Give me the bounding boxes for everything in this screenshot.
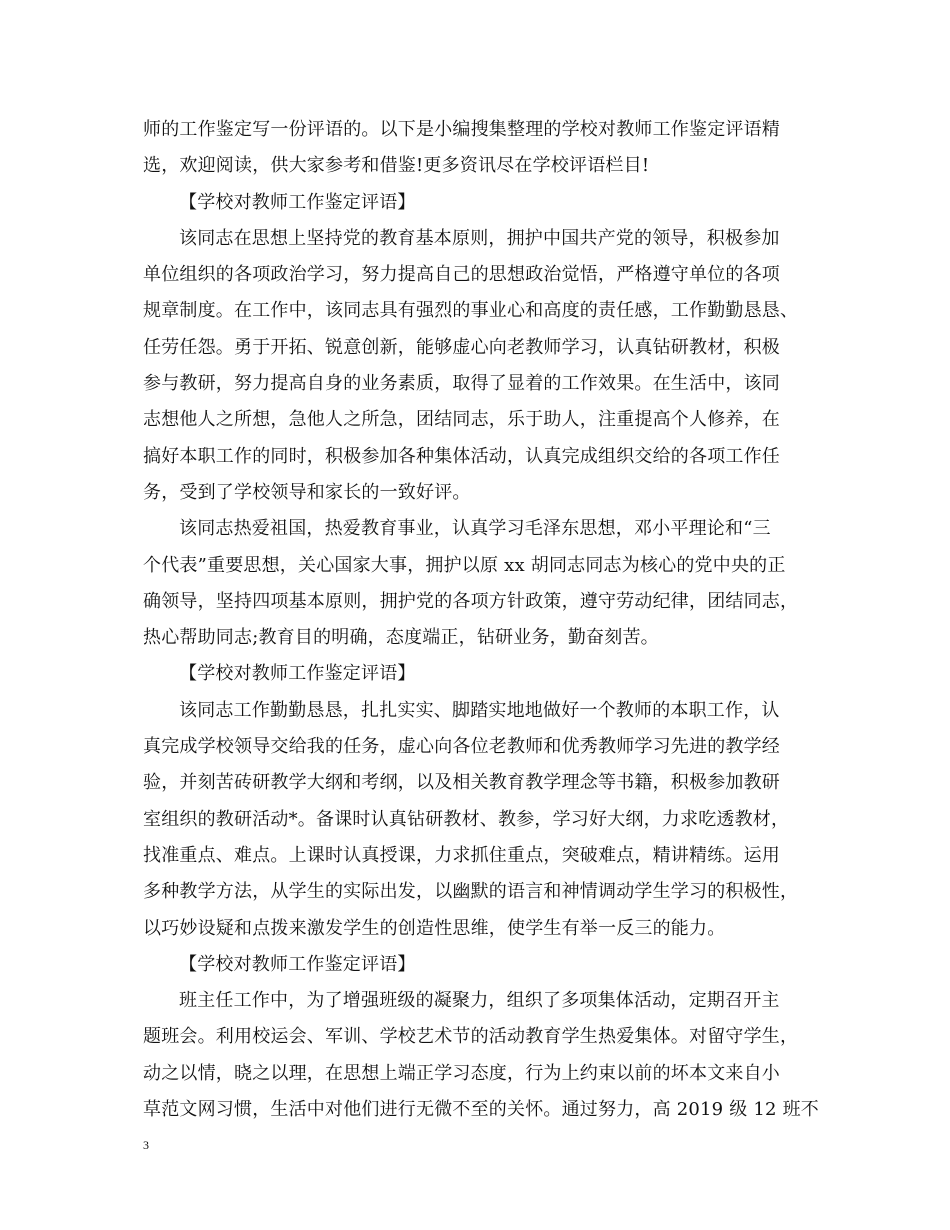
text-line: 真完成学校领导交给我的任务，虚心向各位老教师和优秀教师学习先进的教学经	[143, 736, 780, 758]
text-line: 多种教学方法，从学生的实际出发，以幽默的语言和神情调动学生学习的积极性，	[143, 881, 799, 903]
text-line: 单位组织的各项政治学习，努力提高自己的思想政治觉悟，严格遵守单位的各项	[143, 264, 780, 286]
text-line: 动之以情，晓之以理，在思想上端正学习态度，行为上约束以前的坏本文来自小	[143, 1062, 780, 1084]
text-line: 规章制度。在工作中，该同志具有强烈的事业心和高度的责任感，工作勤勤恳恳、	[143, 300, 799, 322]
text-line: 【学校对教师工作鉴定评语】	[179, 663, 416, 685]
text-line: 选，欢迎阅读，供大家参考和借鉴!更多资讯尽在学校评语栏目!	[143, 155, 650, 177]
text-line: 【学校对教师工作鉴定评语】	[179, 191, 416, 213]
text-line: 搞好本职工作的同时，积极参加各种集体活动，认真完成组织交给的各项工作任	[143, 445, 780, 467]
text-line: 个代表”重要思想，关心国家大事，拥护以原 xx 胡同志同志为核心的党中央的正	[143, 554, 786, 576]
text-line: 该同志热爱祖国，热爱教育事业，认真学习毛泽东思想，邓小平理论和“三	[179, 518, 771, 540]
text-line: 【学校对教师工作鉴定评语】	[179, 953, 416, 975]
text-line: 班主任工作中，为了增强班级的凝聚力，组织了多项集体活动，定期召开主	[179, 990, 780, 1012]
text-line: 题班会。利用校运会、军训、学校艺术节的活动教育学生热爱集体。对留守学生，	[143, 1026, 799, 1048]
text-line: 务，受到了学校领导和家长的一致好评。	[143, 481, 471, 503]
text-line: 草范文网习惯，生活中对他们进行无微不至的关怀。通过努力，高 2019 级 12 班不	[143, 1099, 819, 1121]
text-line: 热心帮助同志;教育目的明确，态度端正，钻研业务，勤奋刻苦。	[143, 627, 659, 649]
text-line: 该同志在思想上坚持党的教育基本原则，拥护中国共产党的领导，积极参加	[179, 227, 780, 249]
text-line: 确领导，坚持四项基本原则，拥护党的各项方针政策，遵守劳动纪律，团结同志，	[143, 590, 799, 612]
text-line: 以巧妙设疑和点拨来激发学生的创造性思维，使学生有举一反三的能力。	[143, 917, 726, 939]
text-line: 室组织的教研活动*。备课时认真钻研教材、教参，学习好大纲，力求吃透教材，	[143, 808, 790, 830]
text-line: 该同志工作勤勤恳恳，扎扎实实、脚踏实地地做好一个教师的本职工作，认	[179, 699, 780, 721]
text-line: 任劳任怨。勇于开拓、锐意创新，能够虚心向老教师学习，认真钻研教材，积极	[143, 336, 780, 358]
text-line: 找准重点、难点。上课时认真授课，力求抓住重点，突破难点，精讲精练。运用	[143, 844, 780, 866]
document-body	[143, 112, 825, 1128]
text-line: 志想他人之所想，急他人之所急，团结同志，乐于助人，注重提高个人修养，在	[143, 409, 780, 431]
text-line: 验，并刻苦砖研教学大纲和考纲，以及相关教育教学理念等书籍，积极参加教研	[143, 772, 780, 794]
text-line: 师的工作鉴定写一份评语的。以下是小编搜集整理的学校对教师工作鉴定评语精	[143, 119, 780, 140]
text-line: 参与教研，努力提高自身的业务素质，取得了显着的工作效果。在生活中，该同	[143, 373, 780, 395]
page-number: 3	[143, 1138, 149, 1152]
